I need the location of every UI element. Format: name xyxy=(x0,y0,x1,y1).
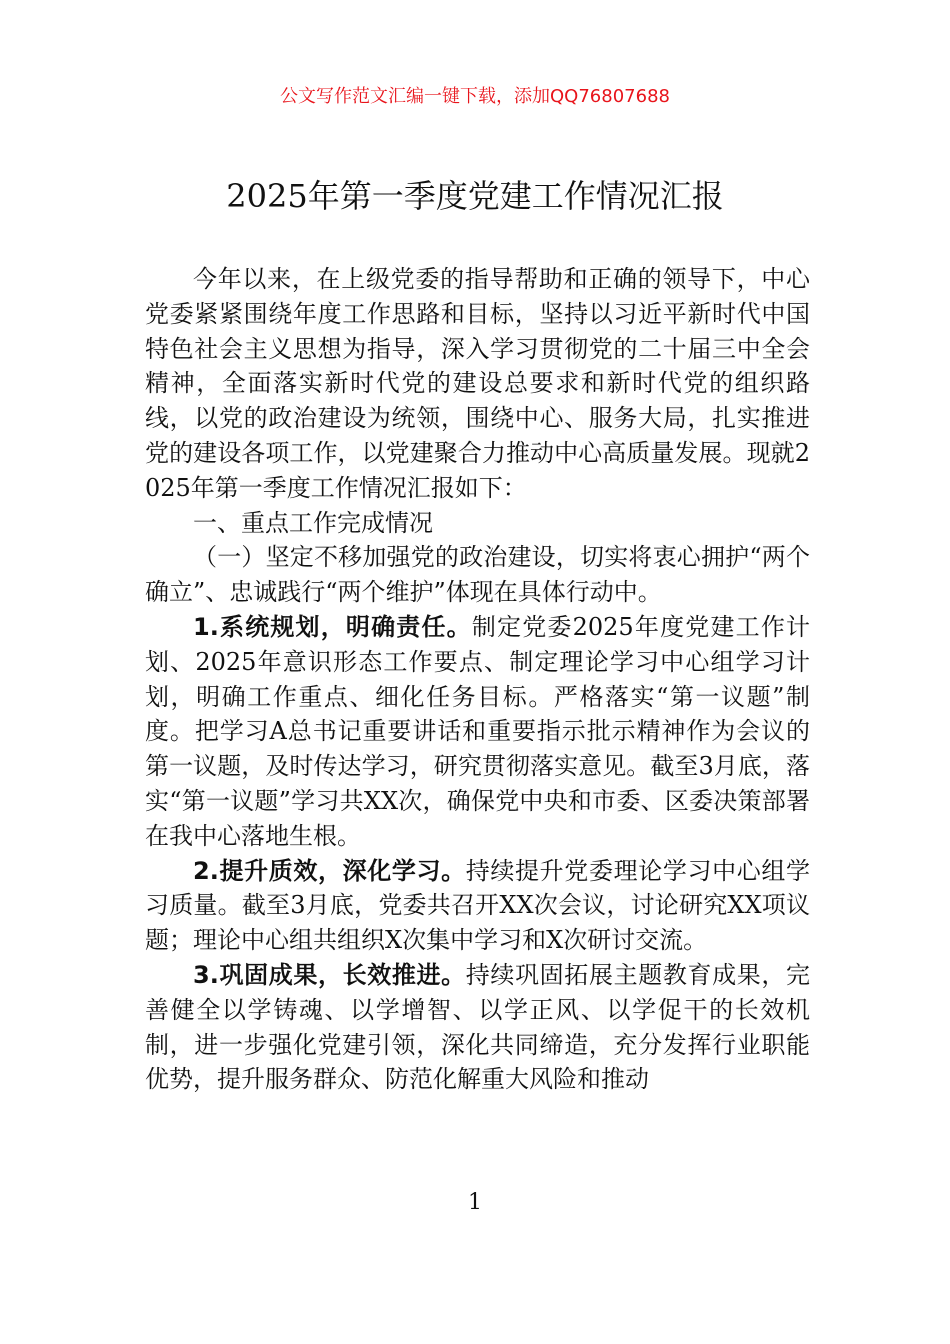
document-title: 2025年第一季度党建工作情况汇报 xyxy=(226,177,724,215)
header-note: 公文写作范文汇编一键下载，添加QQ76807688 xyxy=(280,86,670,107)
paragraph-item-2 xyxy=(145,854,810,958)
paragraph-item-1 xyxy=(145,610,810,854)
subsection-heading-text: （一）坚定不移加强党的政治建设，切实将衷心拥护“两个确立”、忠诚践行“两个维护”体现在具体行动中。 xyxy=(145,543,810,607)
item-lead: 3.巩固成果，长效推进。 xyxy=(193,960,466,989)
paragraph-text: 制定党委2025年度党建工作计划、2025年意识形态工作要点、制定理论学习中心组学习计划，明确工作重点、细化任务目标。严格落实“第一议题”制度。把学习A总书记重要讲话和重要指示批示精神作为会议的第一议题，及时传达学习，研究贯彻落实意见。截至3月底，落实“第一议题”学习共XX次，确保党中央和市委、区委决策部署在我中心落地生根。 xyxy=(145,612,810,850)
subsection-heading xyxy=(145,540,810,610)
item-lead: 1.系统规划，明确责任。 xyxy=(193,612,472,641)
paragraph-text: 持续巩固拓展主题教育成果，完善健全以学铸魂、以学增智、以学正风、以学促干的长效机制，进一步强化党建引领，深化共同缔造，充分发挥行业职能优势，提升服务群众、防范化解重大风险和推动 xyxy=(145,960,810,1094)
paragraph-text: 持续提升党委理论学习中心组学习质量。截至3月底，党委共召开XX次会议，讨论研究XX项议题；理论中心组共组织X次集中学习和X次研讨交流。 xyxy=(145,856,810,955)
paragraph-intro xyxy=(145,262,810,506)
paragraph-item-3 xyxy=(145,958,810,1097)
section-heading xyxy=(145,506,810,541)
page-number: 1 xyxy=(468,1190,482,1215)
document-body xyxy=(145,262,810,1097)
paragraph-text: 今年以来，在上级党委的指导帮助和正确的领导下，中心党委紧紧围绕年度工作思路和目标，坚持以习近平新时代中国特色社会主义思想为指导，深入学习贯彻党的二十届三中全会精神，全面落实新时代党的建设总要求和新时代党的组织路线，以党的政治建设为统领，围绕中心、服务大局，扎实推进党的建设各项工作，以党建聚合力推动中心高质量发展。现就2025年第一季度工作情况汇报如下： xyxy=(145,265,810,502)
section-heading-text: 一、重点工作完成情况 xyxy=(193,508,433,537)
item-lead: 2.提升质效，深化学习。 xyxy=(193,856,466,885)
